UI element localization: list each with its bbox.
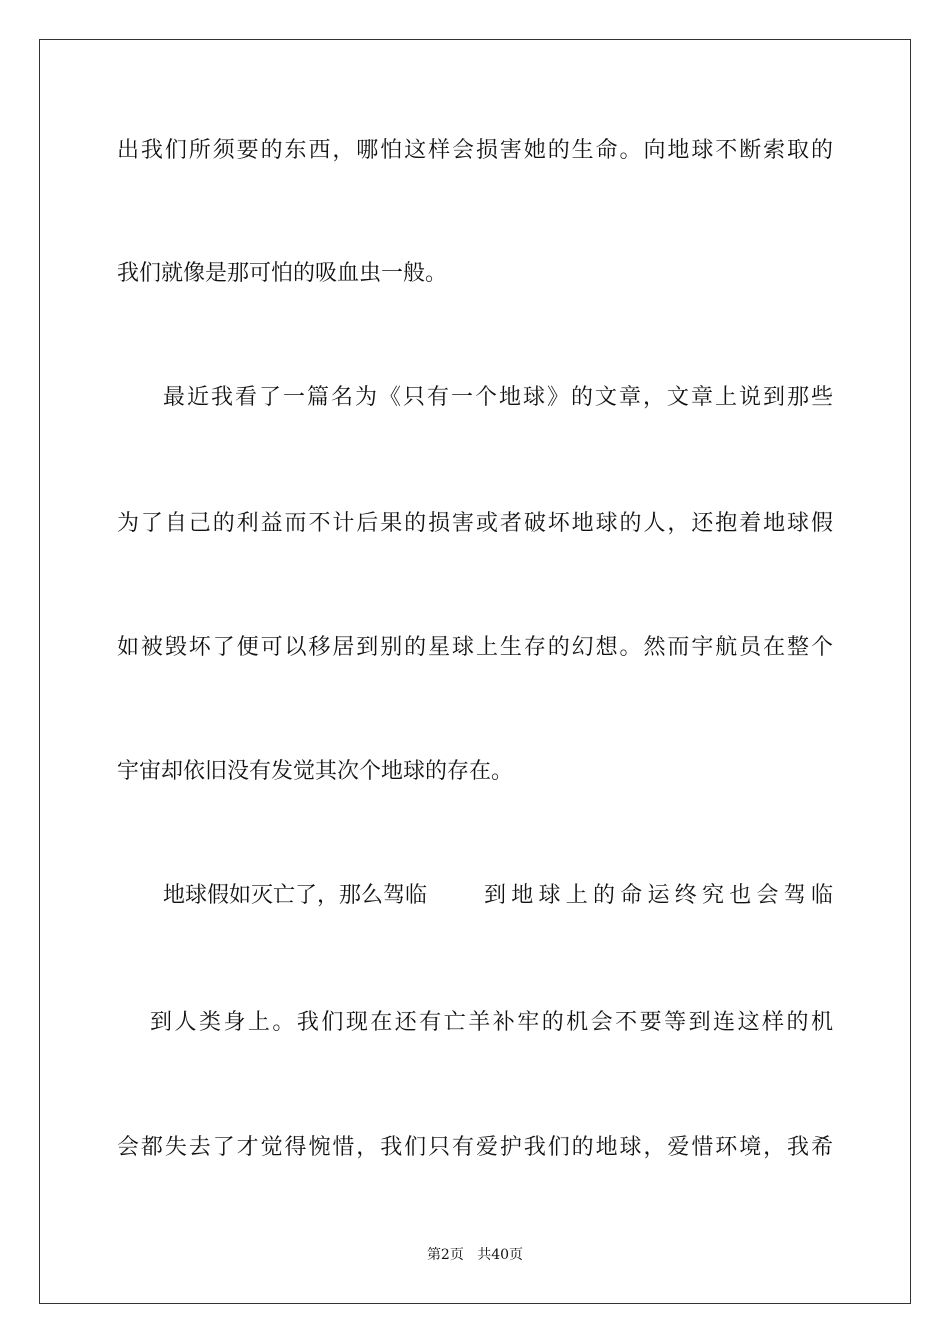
body-line-9: 会都失去了才觉得惋惜，我们只有爱护我们的地球，爱惜环境，我希	[117, 1135, 833, 1160]
body-line-6: 宇宙却依旧没有发觉其次个地球的存在。	[117, 759, 514, 784]
page-border	[39, 39, 911, 1304]
body-line-3: 最近我看了一篇名为《只有一个地球》的文章，文章上说到那些	[163, 385, 833, 410]
body-line-7a: 地球假如灭亡了，那么驾临	[163, 883, 428, 908]
body-line-2: 我们就像是那可怕的吸血虫一般。	[117, 261, 448, 286]
page-total: 共40页	[477, 1247, 524, 1263]
body-line-8: 到人类身上。我们现在还有亡羊补牢的机会不要等到连这样的机	[150, 1010, 833, 1035]
body-line-7b: 到地球上的命运终究也会驾临	[484, 883, 833, 908]
body-line-4: 为了自己的利益而不计后果的损害或者破坏地球的人，还抱着地球假	[117, 511, 833, 536]
page-footer	[0, 1246, 950, 1264]
body-line-5: 如被毁坏了便可以移居到别的星球上生存的幻想。然而宇航员在整个	[117, 635, 833, 660]
body-line-1: 出我们所须要的东西，哪怕这样会损害她的生命。向地球不断索取的	[117, 138, 833, 163]
page-number: 第2页	[426, 1247, 464, 1263]
